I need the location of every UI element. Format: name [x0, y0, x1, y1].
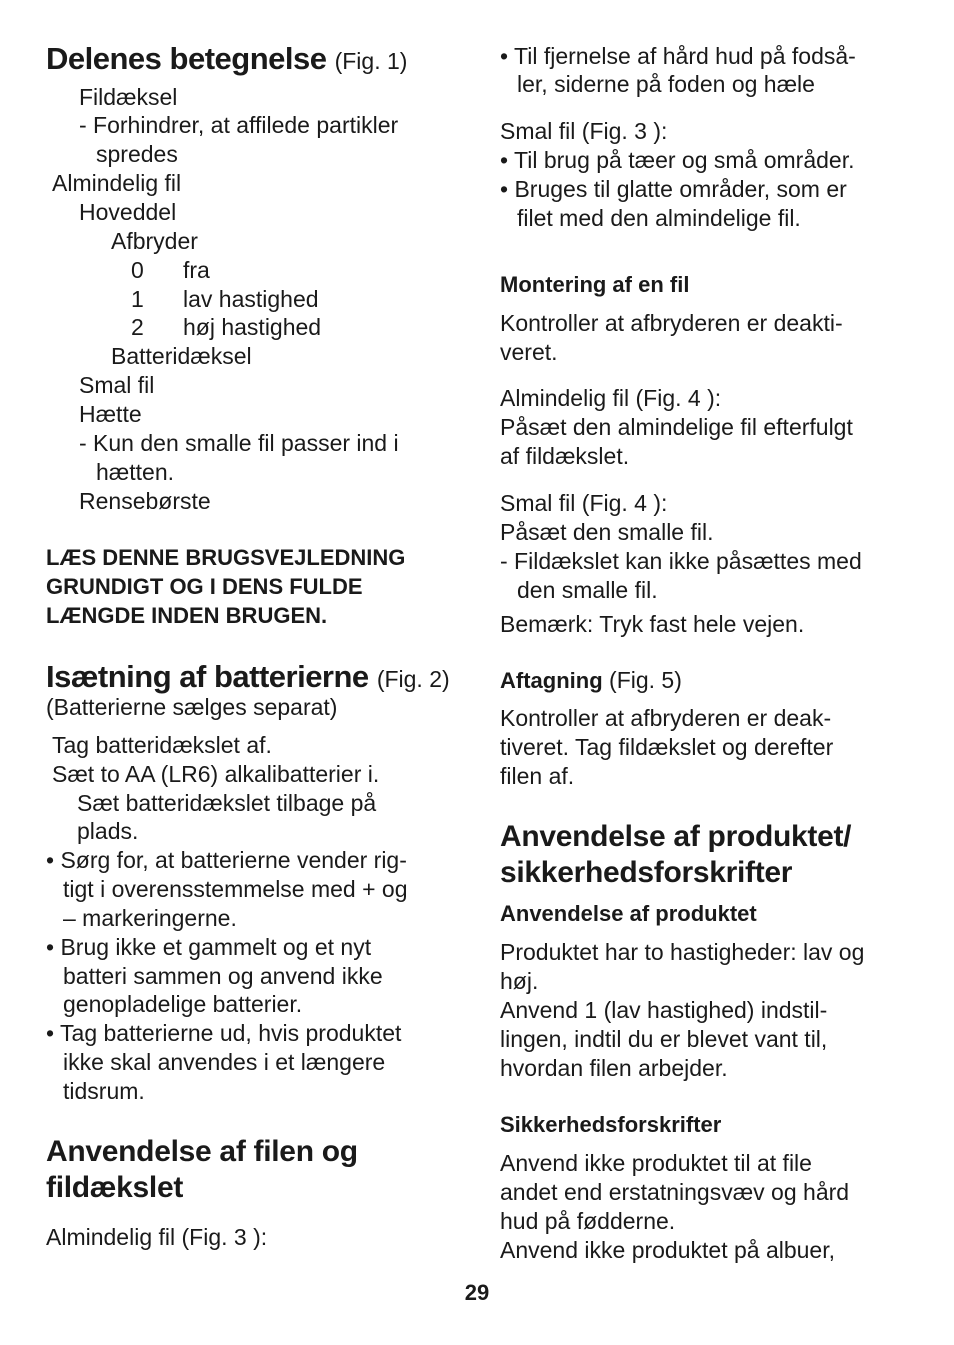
- removal-line: tiveret. Tag fildækslet og derefter: [500, 734, 834, 760]
- parts-item: Smal fil: [79, 372, 155, 398]
- right-line: • Til fjernelse af hård hud på fodså-: [500, 43, 856, 69]
- mounting-line: den smalle fil.: [517, 577, 658, 603]
- safety-line: hud på fødderne.: [500, 1208, 676, 1234]
- safety-line: Anvend ikke produktet til at file: [500, 1150, 812, 1176]
- parts-item: Batteridæksel: [111, 343, 252, 369]
- battery-line: Sæt batteridækslet tilbage på: [77, 790, 377, 816]
- parts-item: Afbryder: [111, 228, 198, 254]
- page-number: 29: [464, 1280, 490, 1305]
- mounting-line: Smal fil (Fig. 4 ):: [500, 490, 668, 516]
- parts-item: Hætte: [79, 401, 142, 427]
- warning-text: LÆS DENNE BRUGSVEJLEDNING: [46, 545, 406, 570]
- switch-label: lav hastighed: [183, 286, 319, 312]
- mounting-line: af fildækslet.: [500, 443, 630, 469]
- removal-line: filen af.: [500, 763, 575, 789]
- mounting-line: Påsæt den almindelige fil efterfulgt: [500, 414, 853, 440]
- battery-line: plads.: [77, 818, 139, 844]
- mounting-line: - Fildækslet kan ikke påsættes med: [500, 548, 862, 574]
- switch-label: fra: [183, 257, 210, 283]
- parts-item: Hoveddel: [79, 199, 177, 225]
- battery-line: ikke skal anvendes i et længere: [63, 1049, 386, 1075]
- subheading-removal: Aftagning (Fig. 5): [500, 667, 682, 693]
- battery-line: tidsrum.: [63, 1078, 145, 1104]
- switch-position: 1: [131, 286, 144, 312]
- parts-item: Rensebørste: [79, 488, 211, 514]
- parts-item: - Forhindrer, at affilede partikler: [79, 112, 399, 138]
- section-title-use: sikkerhedsforskrifter: [500, 856, 793, 889]
- right-line: • Bruges til glatte områder, som er: [500, 176, 847, 202]
- safety-line: Anvend ikke produktet på albuer,: [500, 1237, 836, 1263]
- parts-item: spredes: [96, 141, 178, 167]
- use-line: lingen, indtil du er blevet vant til,: [500, 1026, 828, 1052]
- parts-item: Fildæksel: [79, 84, 178, 110]
- use-line: hvordan filen arbejder.: [500, 1055, 728, 1081]
- section-title-parts: Delenes betegnelse (Fig. 1): [46, 41, 408, 76]
- parts-item: Almindelig fil: [52, 170, 182, 196]
- use-line: høj.: [500, 968, 539, 994]
- parts-item: - Kun den smalle fil passer ind i: [79, 430, 399, 456]
- battery-line: Tag batteridækslet af.: [52, 732, 272, 758]
- right-line: Smal fil (Fig. 3 ):: [500, 118, 668, 144]
- safety-line: andet end erstatningsvæv og hård: [500, 1179, 850, 1205]
- use-line: Anvend 1 (lav hastighed) indstil-: [500, 997, 828, 1023]
- section-title-file-use: Anvendelse af filen og: [46, 1135, 358, 1168]
- mounting-line: Bemærk: Tryk fast hele vejen.: [500, 611, 805, 637]
- mounting-line: Almindelig fil (Fig. 4 ):: [500, 385, 722, 411]
- use-line: Produktet har to hastigheder: lav og: [500, 939, 865, 965]
- switch-position: 2: [131, 314, 144, 340]
- battery-line: Sæt to AA (LR6) alkalibatterier i.: [52, 761, 380, 787]
- section-title-use: Anvendelse af produktet/: [500, 820, 852, 853]
- battery-line: tigt i overensstemmelse med + og: [63, 876, 408, 902]
- subheading-safety: Sikkerhedsforskrifter: [500, 1112, 722, 1137]
- battery-line: genopladelige batterier.: [63, 991, 303, 1017]
- battery-bullet: • Tag batterierne ud, hvis produktet: [46, 1020, 402, 1046]
- battery-line: – markeringerne.: [63, 905, 237, 931]
- warning-text: LÆNGDE INDEN BRUGEN.: [46, 603, 328, 628]
- warning-text: GRUNDIGT OG I DENS FULDE: [46, 574, 363, 599]
- right-line: filet med den almindelige fil.: [517, 205, 801, 231]
- battery-bullet: • Brug ikke et gammelt og et nyt: [46, 934, 372, 960]
- mounting-line: veret.: [500, 339, 558, 365]
- mounting-line: Kontroller at afbryderen er deakti-: [500, 310, 843, 336]
- right-line: ler, siderne på foden og hæle: [517, 71, 815, 97]
- removal-line: Kontroller at afbryderen er deak-: [500, 705, 832, 731]
- switch-label: høj hastighed: [183, 314, 322, 340]
- subheading-product-use: Anvendelse af produktet: [500, 901, 757, 926]
- section-title-file-use: fildækslet: [46, 1171, 184, 1204]
- battery-line: (Batterierne sælges separat): [46, 694, 338, 720]
- battery-bullet: • Sørg for, at batterierne vender rig-: [46, 847, 407, 873]
- subheading-mounting: Montering af en fil: [500, 272, 690, 297]
- parts-item: hætten.: [96, 459, 174, 485]
- section-title-batteries: Isætning af batterierne (Fig. 2): [46, 659, 450, 694]
- file-use-line: Almindelig fil (Fig. 3 ):: [46, 1224, 268, 1250]
- switch-position: 0: [131, 257, 144, 283]
- right-line: • Til brug på tæer og små områder.: [500, 147, 855, 173]
- mounting-line: Påsæt den smalle fil.: [500, 519, 714, 545]
- battery-line: batteri sammen og anvend ikke: [63, 963, 383, 989]
